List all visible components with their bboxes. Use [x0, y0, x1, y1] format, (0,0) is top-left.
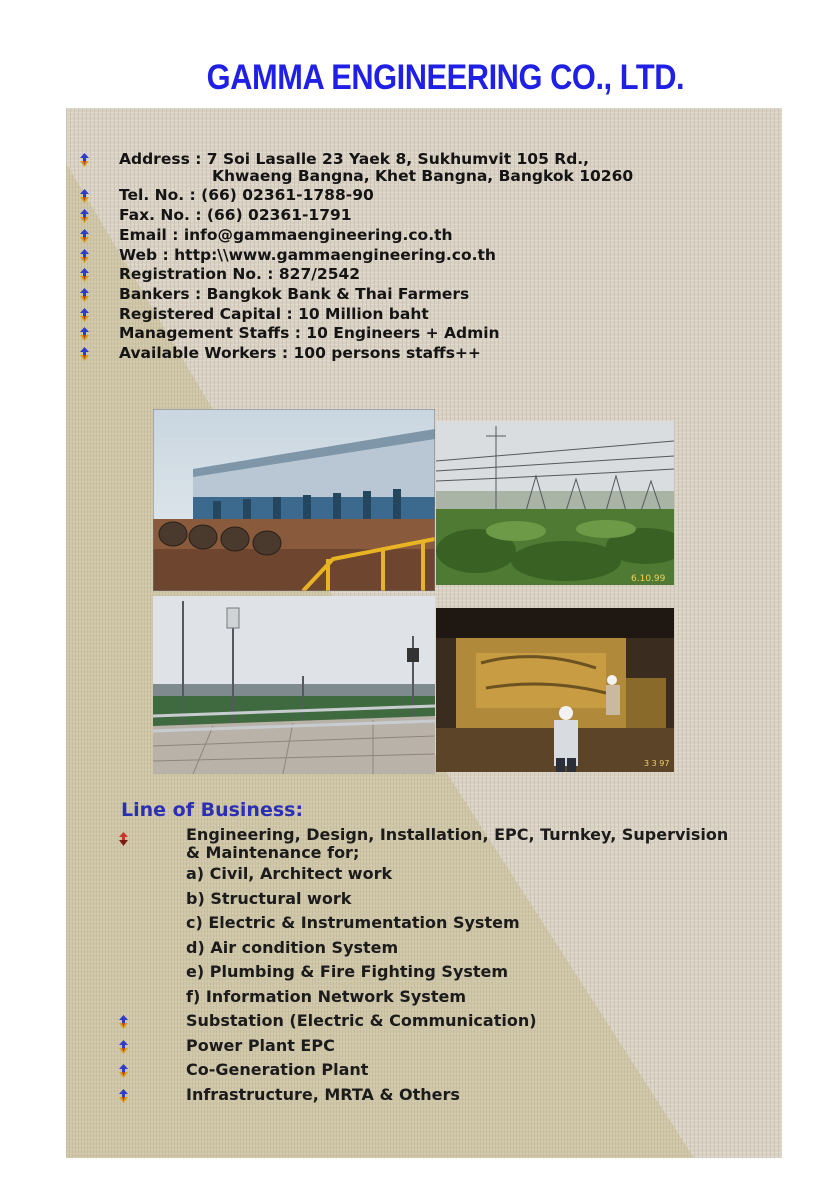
lob-item-text: Power Plant EPC [186, 1035, 335, 1055]
lob-sub-item: c) Electric & Instrumentation System [186, 913, 520, 932]
lob-item-text: Infrastructure, MRTA & Others [186, 1084, 460, 1104]
info-tel [0, 186, 831, 206]
lob-main-line1: Engineering, Design, Installation, EPC, Turnkey, Supervision [186, 825, 729, 844]
lob-main-item [0, 826, 831, 862]
line-of-business-heading: Line of Business: [121, 799, 304, 821]
arrow-bullet-icon [119, 1089, 128, 1103]
arrow-bullet-icon [80, 268, 89, 282]
lob-main-line2: & Maintenance for; [186, 843, 360, 862]
address-line2: Khwaeng Bangna, Khet Bangna, Bangkok 10260 [212, 166, 634, 185]
address-line1: Address : 7 Soi Lasalle 23 Yaek 8, Sukhumvit 105 Rd., [119, 150, 590, 168]
company-title: GAMMA ENGINEERING CO., LTD. [206, 58, 685, 97]
info-fax [0, 206, 831, 226]
company-info-list [0, 150, 831, 364]
arrow-bullet-icon [80, 308, 89, 322]
arrow-bullet-icon [80, 347, 89, 361]
info-management [0, 324, 831, 344]
tel-text: Tel. No. : (66) 02361-1788-90 [119, 186, 374, 205]
lob-sub-item: e) Plumbing & Fire Fighting System [186, 962, 509, 981]
substation-photo [436, 421, 674, 585]
info-capital [0, 305, 831, 325]
line-of-business-list [0, 826, 831, 1107]
workers-text: Available Workers : 100 persons staffs++ [119, 344, 481, 363]
info-address-line2 [0, 167, 831, 187]
arrow-bullet-icon [119, 1040, 128, 1054]
construction-site-photo [153, 409, 435, 591]
rooftop-antenna-photo [153, 596, 435, 774]
lob-item [0, 1058, 831, 1083]
lob-item-text: Substation (Electric & Communication) [186, 1011, 537, 1030]
lob-sub-item: a) Civil, Architect work [186, 864, 393, 883]
lob-item [0, 1009, 831, 1034]
lob-sub-item: f) Information Network System [186, 986, 466, 1006]
lob-sub-item: d) Air condition System [186, 937, 399, 957]
generator-photo-date: 3 3 97 [644, 759, 670, 768]
arrow-bullet-icon [119, 1064, 128, 1078]
info-email [0, 226, 831, 246]
info-web [0, 246, 831, 266]
substation-photo-date: 6.10.99 [631, 574, 666, 584]
registration-text: Registration No. : 827/2542 [119, 265, 361, 284]
arrow-bullet-icon [80, 327, 89, 341]
arrow-bullet-icon [80, 249, 89, 263]
management-text: Management Staffs : 10 Engineers + Admin [119, 324, 500, 343]
fax-text: Fax. No. : (66) 02361-1791 [119, 206, 352, 225]
lob-item-text: Co-Generation Plant [186, 1060, 369, 1079]
bankers-text: Bankers : Bangkok Bank & Thai Farmers [119, 284, 470, 303]
info-workers [0, 344, 831, 364]
lob-sub-item: b) Structural work [186, 888, 352, 908]
arrow-bullet-icon [80, 189, 89, 203]
info-bankers [0, 285, 831, 305]
arrow-bullet-icon [80, 209, 89, 223]
email-text: Email : info@gammaengineering.co.th [119, 225, 453, 244]
capital-text: Registered Capital : 10 Million baht [119, 304, 429, 323]
arrow-bullet-icon [80, 153, 89, 167]
info-registration [0, 265, 831, 285]
arrow-bullet-icon [80, 288, 89, 302]
arrow-bullet-icon [119, 832, 128, 846]
arrow-bullet-icon [119, 1015, 128, 1029]
lob-item [0, 1083, 831, 1108]
arrow-bullet-icon [80, 229, 89, 243]
generator-photo [436, 608, 674, 772]
lob-item [0, 1034, 831, 1059]
web-text: Web : http:\\www.gammaengineering.co.th [119, 245, 496, 264]
